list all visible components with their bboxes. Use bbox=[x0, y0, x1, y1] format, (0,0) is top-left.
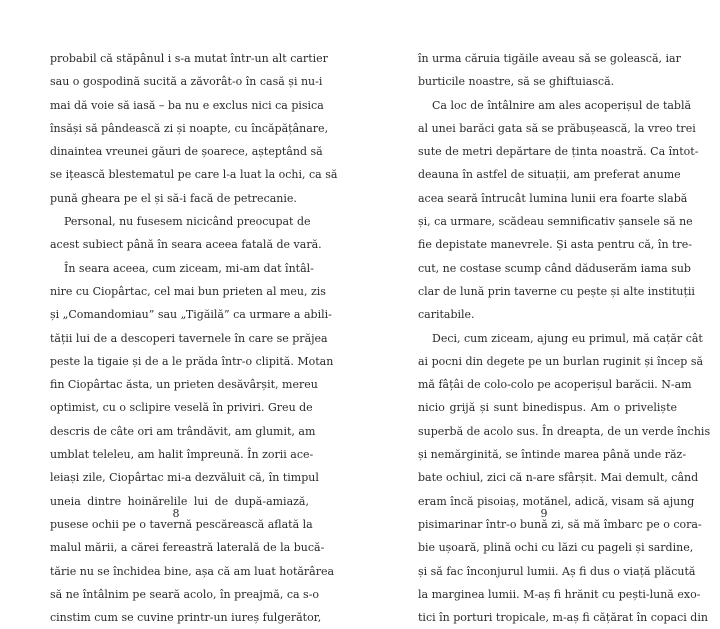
text-line: mai dă voie să iasă – ba nu e exclus nici ca pisica bbox=[50, 98, 324, 112]
text-line: se ițească blestematul pe care l-a luat la ochi, ca să bbox=[50, 168, 338, 182]
text-line: și să fac înconjurul lumii. Aș fi dus o viață plăcută bbox=[418, 564, 696, 578]
page-number-left: 8 bbox=[172, 507, 180, 520]
text-line: și, ca urmare, scădeau semnificativ șansele să ne bbox=[418, 215, 693, 229]
text-line: acest subiect până în seara aceea fatală de vară. bbox=[50, 238, 322, 252]
text-line: și „Comandomiau” sau „Tigăilă” ca urmare a abili- bbox=[50, 308, 332, 322]
text-line: Personal, nu fusesem nicicând preocupat de bbox=[64, 215, 311, 229]
text-line: leiași zile, Ciopârtac mi-a dezvăluit că, în timpul bbox=[50, 471, 319, 485]
left-page-text bbox=[50, 47, 338, 629]
page-number-right: 9 bbox=[540, 507, 548, 520]
text-line: nire cu Ciopârtac, cel mai bun prieten al meu, zis bbox=[50, 284, 326, 298]
text-line: malul mării, a cărei fereastră laterală de la bucă- bbox=[50, 541, 325, 555]
text-line: eram încă pisoiaș, motănel, adică, visam să ajung bbox=[418, 494, 695, 508]
text-line: bate ochiul, zici că n-are sfârșit. Mai demult, când bbox=[418, 471, 699, 485]
text-line: bie ușoară, plină ochi cu lăzi cu pageli și sardine, bbox=[418, 541, 694, 555]
text-line: caritabile. bbox=[418, 308, 475, 322]
text-line: Ca loc de întâlnire am ales acoperișul de tablă bbox=[432, 98, 692, 112]
text-line: pisimarinar într-o bună zi, să mă îmbarc pe o cora- bbox=[418, 517, 702, 531]
text-line: ai pocni din degete pe un burlan ruginit și încep să bbox=[418, 354, 704, 368]
text-line: acea seară întrucât lumina lunii era foarte slabă bbox=[418, 191, 688, 205]
text-line: însăși să pândească zi și noapte, cu încăpățânare, bbox=[50, 121, 329, 135]
text-line: sute de metri depărtare de ținta noastră. Ca întot- bbox=[418, 145, 699, 159]
text-line: probabil că stăpânul i s-a mutat într-un alt cartier bbox=[50, 52, 328, 65]
text-line: tărie nu se închidea bine, așa că am luat hotărârea bbox=[50, 564, 335, 578]
text-line: pună gheara pe el și să-i facă de petrecanie. bbox=[50, 191, 297, 205]
text-line: în urma căruia tigăile aveau să se golească, iar bbox=[418, 52, 681, 65]
text-line: nicio grijă și sunt binedispus. Am o priveliște bbox=[418, 401, 677, 415]
text-line: superbă de acolo sus. În dreapta, de un verde închis bbox=[418, 424, 711, 438]
text-line: descris de câte ori am trândăvit, am glumit, am bbox=[50, 424, 316, 438]
text-line: să ne întâlnim pe seară acolo, în preajmă, ca s-o bbox=[50, 587, 320, 601]
text-line: dinaintea vreunei găuri de șoarece, așteptând să bbox=[50, 145, 323, 159]
text-line: tici în porturi tropicale, m-aș fi cățărat în copaci din bbox=[418, 611, 708, 625]
text-line: și nemărginită, se întinde marea până unde răz- bbox=[418, 448, 687, 462]
text-line: cut, ne costase scump când dăduserăm iama sub bbox=[418, 261, 691, 275]
text-line: umblat teleleu, am halit împreună. În zorii ace- bbox=[50, 448, 314, 462]
text-line: optimist, cu o sclipire veselă în priviri. Greu de bbox=[50, 401, 313, 415]
text-line: tății lui de a descoperi tavernele în care se prăjea bbox=[50, 331, 328, 345]
text-line: pusese ochii pe o tavernă pescărească aflată la bbox=[50, 517, 313, 531]
text-line: al unei barăci gata să se prăbușească, la vreo trei bbox=[418, 121, 696, 135]
text-line: fie depistate manevrele. Și asta pentru că, în tre- bbox=[418, 238, 692, 252]
text-line: clar de lună prin taverne cu pește și alte instituții bbox=[418, 284, 695, 298]
text-line: fin Ciopârtac ăsta, un prieten desăvârșit, mereu bbox=[50, 378, 318, 392]
text-line: cinstim cum se cuvine printr-un iureș fulgerător, bbox=[50, 611, 322, 625]
text-line: sau o gospodină sucită a zăvorât-o în casă și nu-i bbox=[50, 75, 323, 89]
text-line: Deci, cum ziceam, ajung eu primul, mă cațăr cât bbox=[432, 331, 703, 345]
text-line: la marginea lumii. M-aș fi hrănit cu pești-lună exo- bbox=[418, 587, 701, 601]
text-line: deauna în astfel de situații, am preferat anume bbox=[418, 168, 681, 182]
text-line: mă fâțâi de colo-colo pe acoperișul barăcii. N-am bbox=[418, 378, 692, 392]
text-line: burticile noastre, să se ghiftuiască. bbox=[418, 75, 615, 89]
right-page-text bbox=[418, 47, 711, 629]
text-line: uneia dintre hoinărelile lui de după-amiază, bbox=[50, 494, 309, 508]
text-line: În seara aceea, cum ziceam, mi-am dat întâl- bbox=[64, 261, 314, 275]
text-line: peste la tigaie și de a le prăda într-o clipită. Motan bbox=[50, 354, 334, 368]
